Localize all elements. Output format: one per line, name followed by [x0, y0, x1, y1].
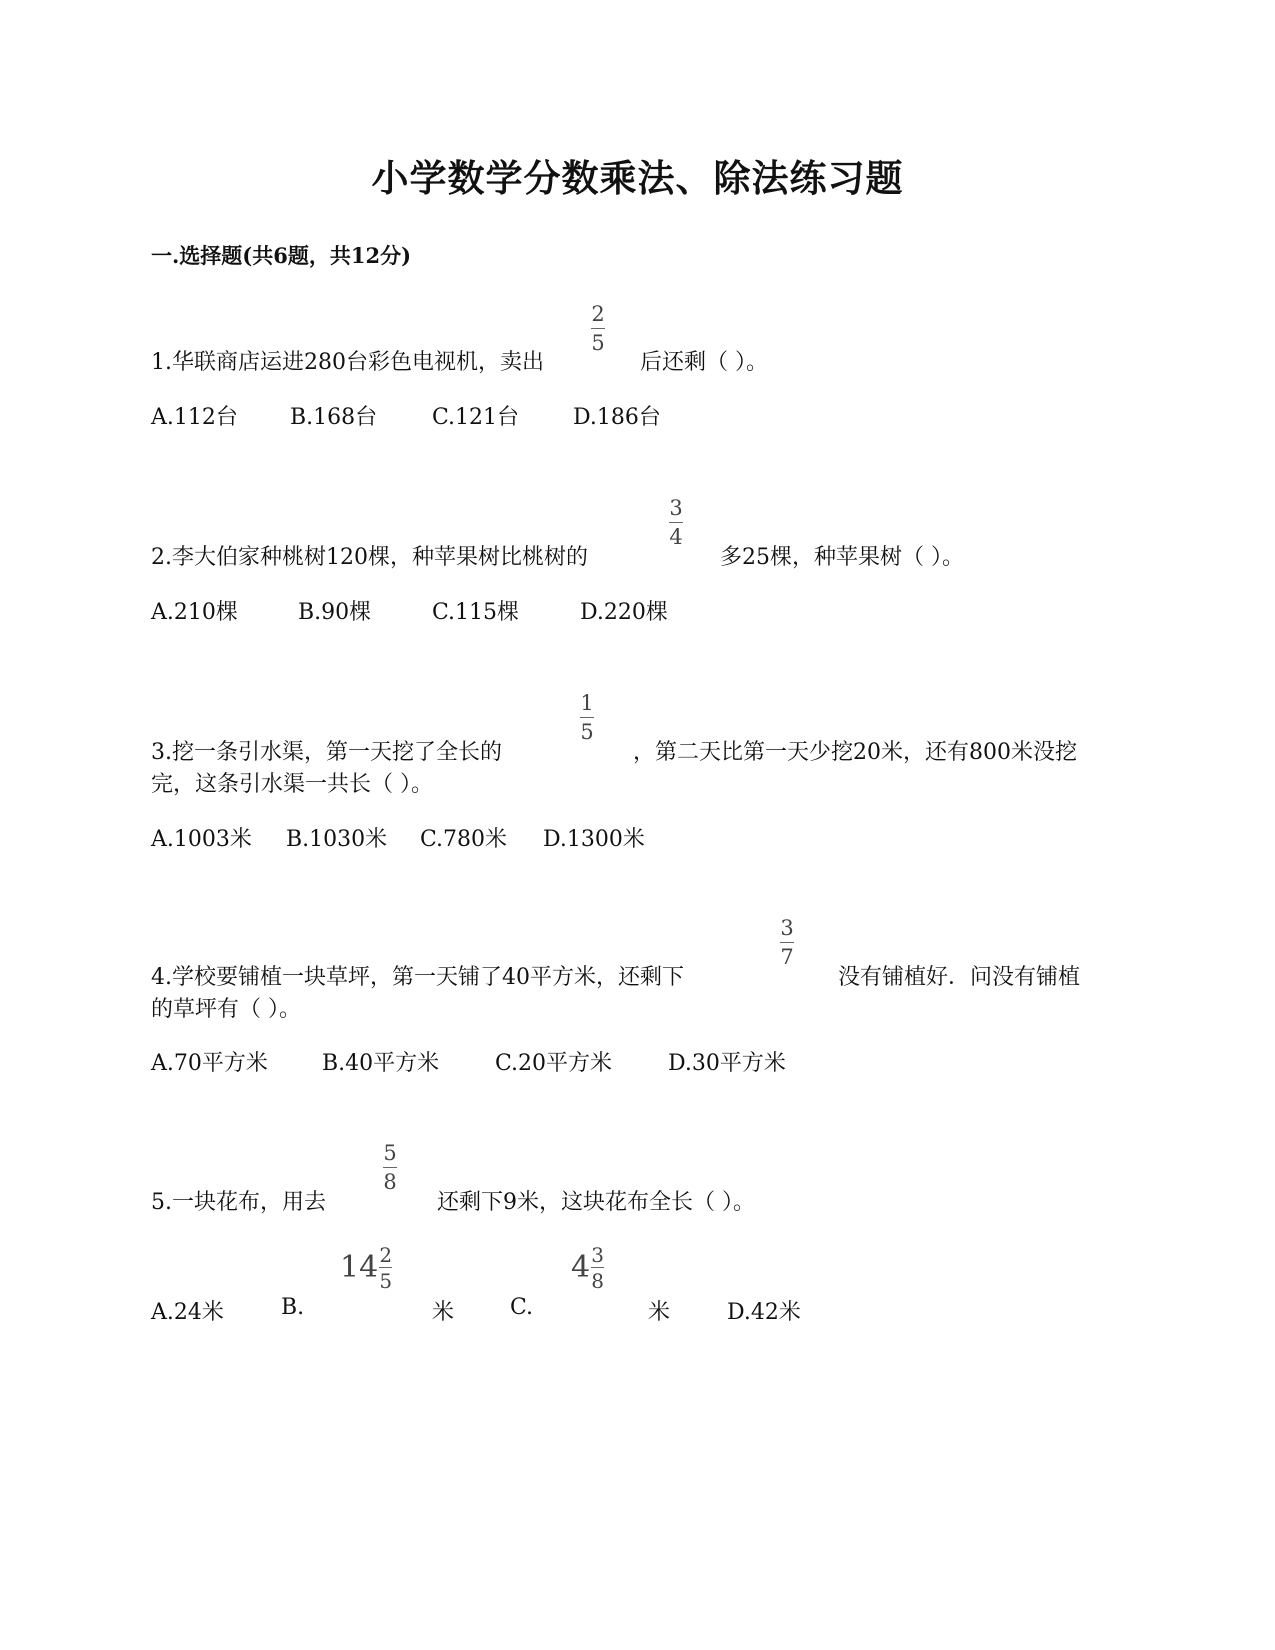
option-d: D.30平方米: [668, 1051, 786, 1076]
option-b: B.1030米: [286, 827, 388, 852]
option-a: A.210棵: [151, 600, 238, 625]
option-c: C.20平方米: [495, 1051, 613, 1076]
option-c: C.115棵: [432, 600, 520, 625]
fraction: 3 7: [780, 916, 794, 969]
question-3-text-continued: 完，这条引水渠一共长（ ）。: [151, 772, 433, 797]
option-b: B.: [281, 1295, 305, 1320]
option-a: A.112台: [151, 405, 238, 430]
fraction: 5 8: [383, 1141, 397, 1194]
option-d: D.186台: [573, 405, 661, 430]
option-b: B.90棵: [298, 600, 372, 625]
option-c: C.780米: [420, 827, 508, 852]
mixed-number: 4 $\frac{3}{8}$: [571, 1243, 604, 1293]
option-a: A.70平方米: [151, 1051, 268, 1076]
section-heading: 一.选择题(共6题，共12分): [151, 243, 412, 268]
question-1-text-before: 1.华联商店运进280台彩色电视机，卖出: [151, 350, 544, 375]
option-a: A.1003米: [151, 827, 252, 852]
question-2-text-before: 2.李大伯家种桃树120棵，种苹果树比桃树的: [151, 545, 588, 570]
fraction: 1 5: [580, 691, 594, 744]
fraction: 3 4: [669, 496, 683, 549]
question-4-text-continued: 的草坪有（ ）。: [151, 997, 301, 1022]
option-b: B.40平方米: [322, 1051, 440, 1076]
question-5-text-after: 还剩下9米，这块花布全长（ ）。: [437, 1190, 755, 1215]
fraction: 2 5: [591, 302, 605, 355]
mixed-number: 14 $\frac{2}{5}$: [340, 1243, 393, 1293]
question-4-text-after: 没有铺植好．问没有铺植: [838, 965, 1081, 990]
question-3-text-before: 3.挖一条引水渠，第一天挖了全长的: [151, 740, 502, 765]
question-3-text-after: ，第二天比第一天少挖20米，还有800米没挖: [633, 740, 1077, 765]
option-d: D.42米: [727, 1300, 801, 1325]
question-4-text-before: 4.学校要铺植一块草坪，第一天铺了40平方米，还剩下: [151, 965, 684, 990]
option-c: C.: [510, 1295, 534, 1320]
option-b: B.168台: [290, 405, 378, 430]
option-a: A.24米: [151, 1300, 224, 1325]
page-title: 小学数学分数乘法、除法练习题: [371, 156, 904, 200]
option-d: D.220棵: [580, 600, 668, 625]
question-2-text-after: 多25棵，种苹果树（ ）。: [720, 545, 964, 570]
option-c: C.121台: [432, 405, 520, 430]
question-5-text-before: 5.一块花布，用去: [151, 1190, 326, 1215]
option-b-unit: 米: [432, 1300, 455, 1325]
question-1-text-after: 后还剩（ ）。: [640, 350, 768, 375]
option-c-unit: 米: [648, 1300, 671, 1325]
option-d: D.1300米: [543, 827, 645, 852]
